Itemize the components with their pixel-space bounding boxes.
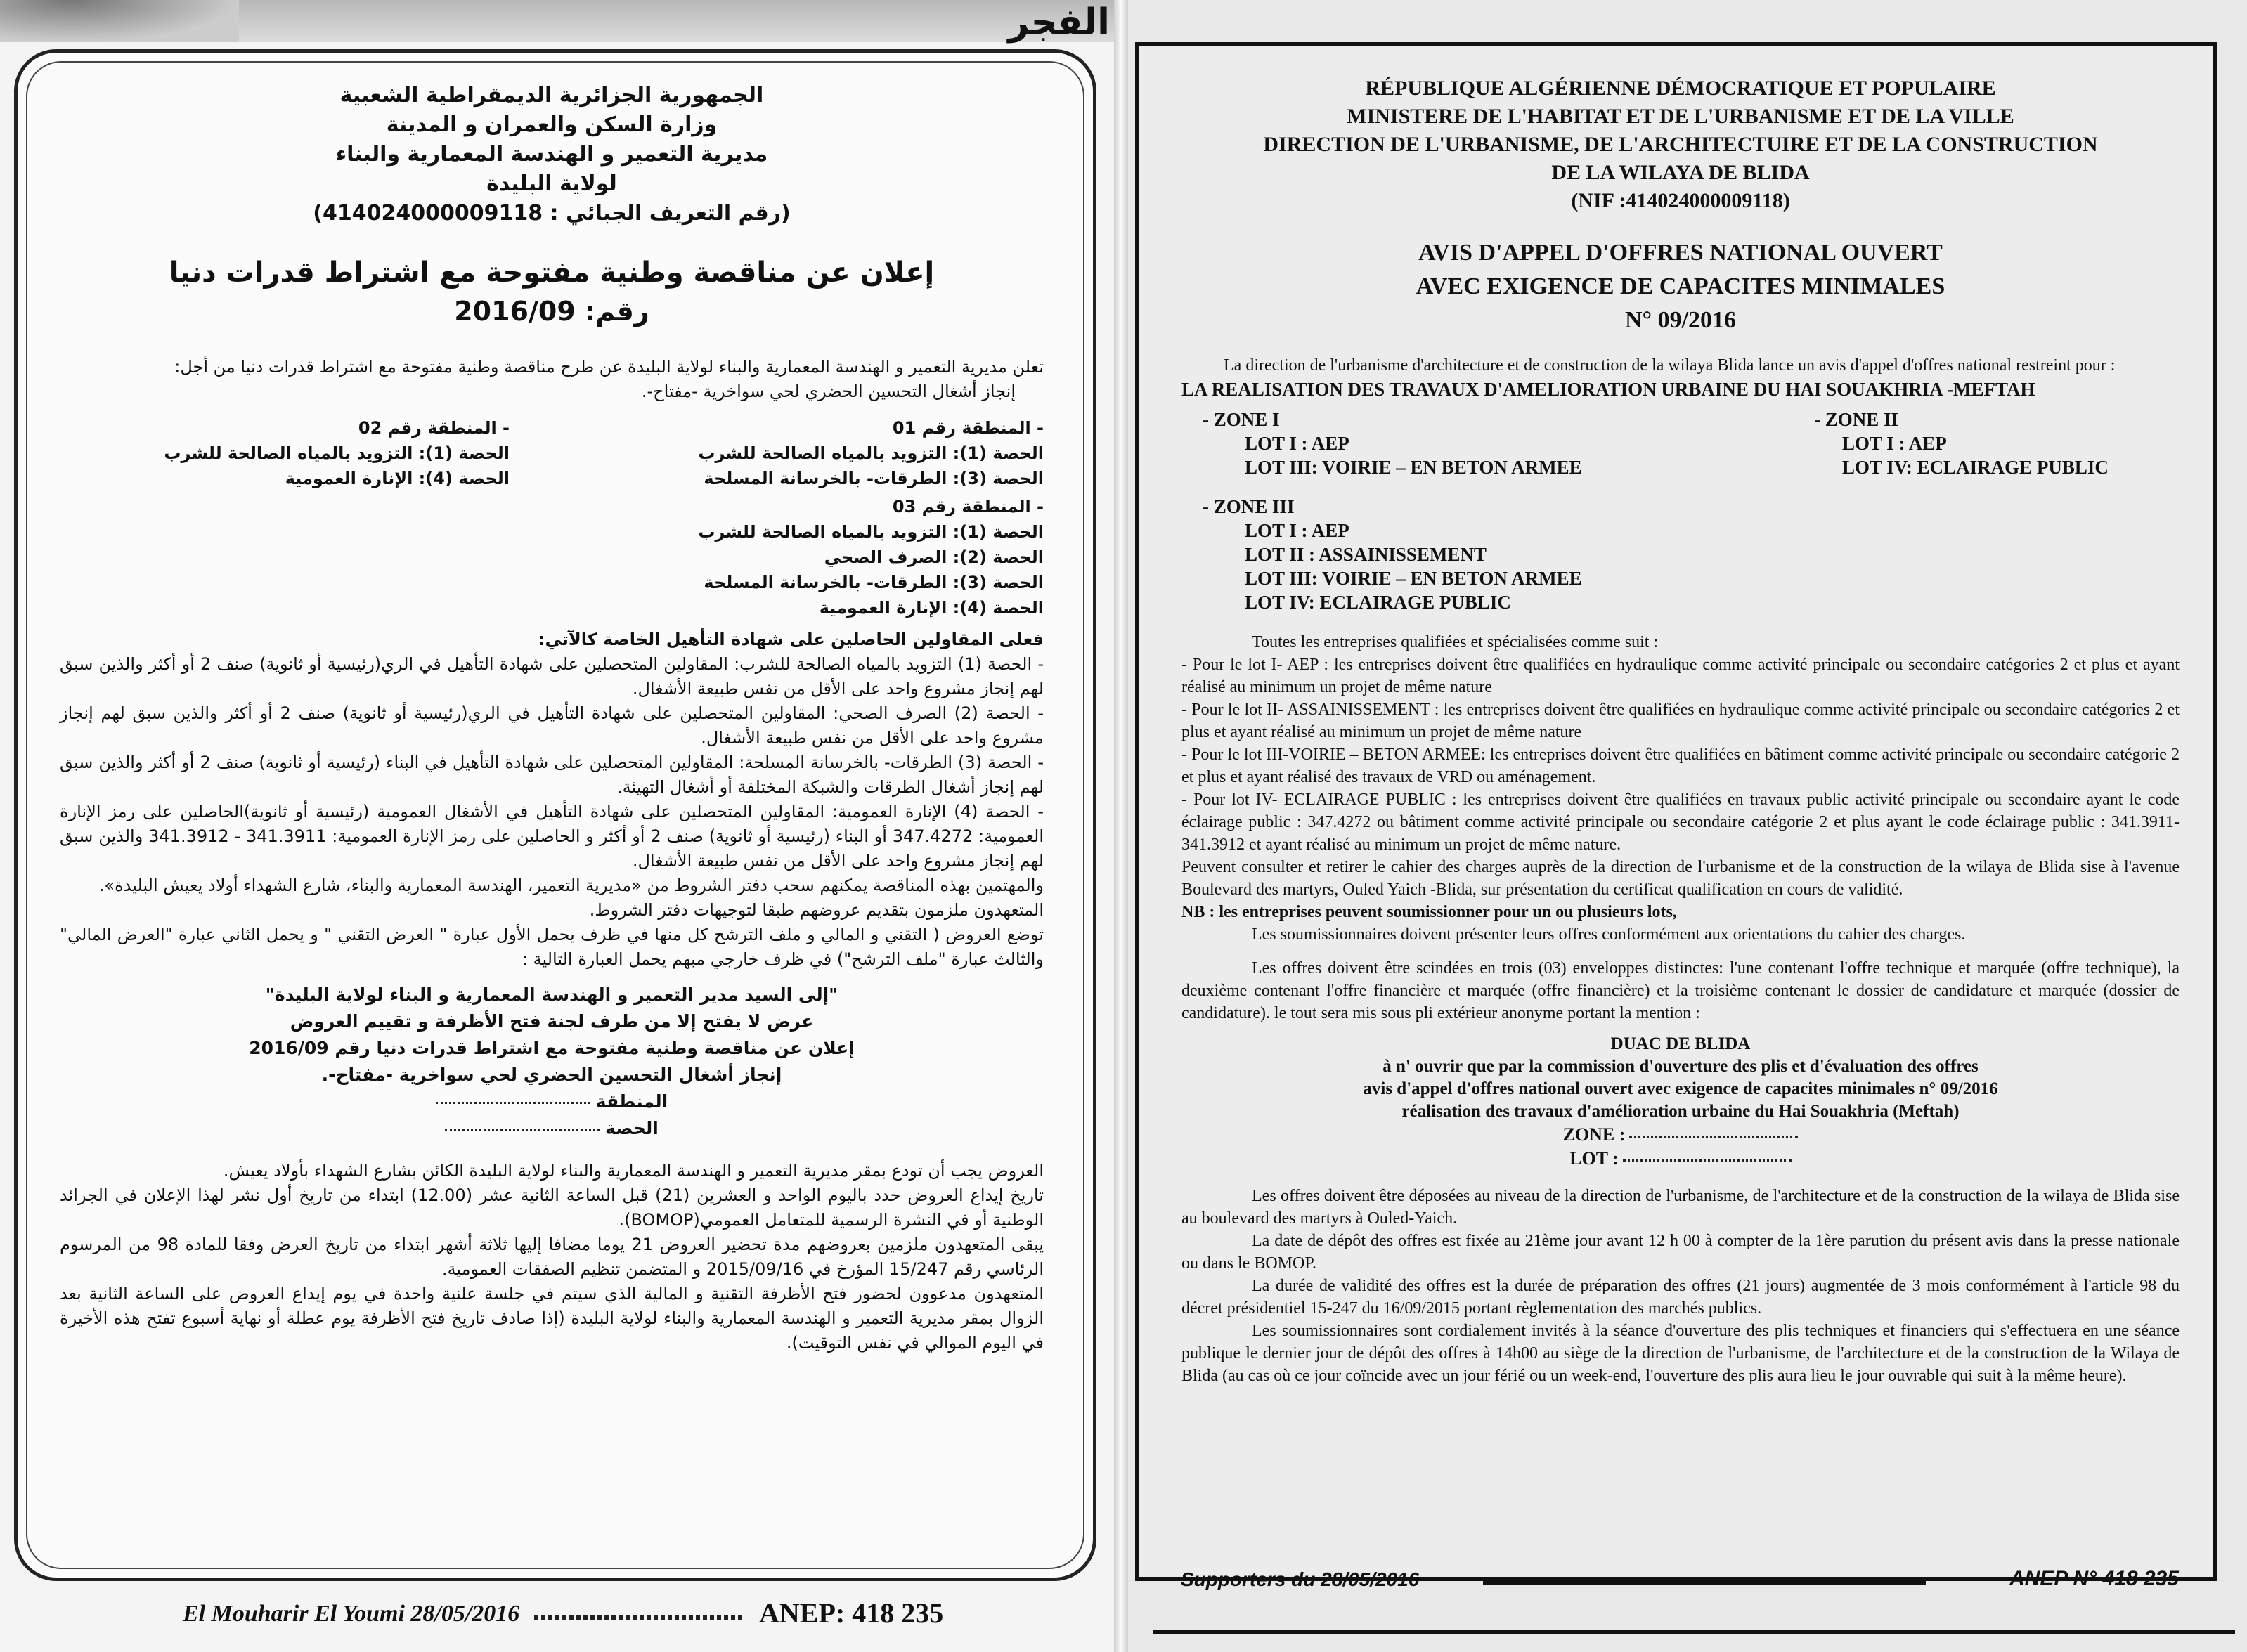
- fr-mention-line: à n' ouvrir que par la commission d'ouverture des plis et d'évaluation des offres: [1382, 1057, 1979, 1076]
- ar-envelope-zone: [60, 1088, 1044, 1115]
- arabic-intro: [60, 355, 1044, 404]
- arabic-zones-1-2: [60, 415, 1044, 491]
- ar-lot: الحصة (1): التزويد بالمياه الصالحة للشرب: [164, 443, 510, 463]
- ar-envelope-line: إعلان عن مناقصة وطنية مفتوحة مع اشتراط قدرات دنيا رقم 2016/09: [249, 1038, 855, 1058]
- fr-conform: Les soumissionnaires doivent présenter leurs offres conformément aux orientations du cahier des charges.: [1252, 925, 1966, 944]
- right-footer: [1181, 1567, 2179, 1595]
- french-notice-frame: [1135, 42, 2217, 1581]
- ar-qualification: - الحصة (3) الطرقات- بالخرسانة المسلحة: المقاولين المتحصلين على شهادة التأهيل في البناء (رئيسية أو ثانوية) صنف 2 أو أكثر والذين سبق لهم إنجاز أشغال الطرقات والشبكة المختلفة أو أشغال التهيئة.: [60, 753, 1044, 797]
- arabic-notice-frame: [14, 49, 1096, 1581]
- ar-envelope-line: "إلى السيد مدير التعمير و الهندسة المعمارية و البناء لولاية البليدة": [265, 984, 838, 1005]
- ar-lot: الحصة (3): الطرقات- بالخرسانة المسلحة: [704, 469, 1044, 488]
- ar-qualification: - الحصة (1) التزويد بالمياه الصالحة للشرب: المقاولين المتحصلين على شهادة التأهيل في الري(رئيسية أو ثانوية) صنف 2 أو أكثر والذين سبق لهم إنجاز مشروع واحد على الأقل من نفس طبيعة الأشغال.: [60, 654, 1044, 698]
- fr-envelopes: Les offres doivent être scindées en trois (03) enveloppes distinctes: l'une contenant l'offre technique et marquée (offre technique), la deuxième contenant l'offre financière et marquée (offre financière) et la troisième contenant le dossier de candidature et marquée (dossier de candidature). le tout sera mis sous pli extérieur anonyme portant la mention :: [1181, 959, 2180, 1022]
- ar-header-line: وزارة السكن والعمران و المدينة: [386, 112, 718, 137]
- masthead-strip: [0, 0, 1114, 42]
- arabic-qualifications: [60, 627, 1044, 873]
- ar-header-line: الجمهورية الجزائرية الديمقراطية الشعبية: [339, 83, 764, 108]
- ar-header-line: مديرية التعمير و الهندسة المعمارية والبناء: [335, 142, 768, 167]
- ar-closing-paragraph: العروض يجب أن تودع بمقر مديرية التعمير و الهندسة المعمارية والبناء لولاية البليدة الكائن بشارع الشهداء بأولاد يعيش.: [223, 1161, 1044, 1181]
- dotted-fill-line: [1629, 1136, 1798, 1138]
- ar-lot: الحصة (1): التزويد بالمياه الصالحة للشرب: [698, 443, 1044, 463]
- ar-envelope-zone-label: المنطقة: [595, 1091, 668, 1112]
- fr-closing: [1181, 1185, 2180, 1387]
- fr-project-title: LA REALISATION DES TRAVAUX D'AMELIORATION URBAINE DU HAI SOUAKHRIA -MEFTAH: [1181, 379, 2035, 400]
- ar-envelope-line: عرض لا يفتح إلا من طرف لجنة فتح الأظرفة و تقييم العروض: [290, 1011, 814, 1032]
- ar-envelope-line: إنجاز أشغال التحسين الحضري لحي سواخرية -مفتاح-.: [321, 1065, 782, 1085]
- fr-title-line: AVEC EXIGENCE DE CAPACITES MINIMALES: [1416, 273, 1945, 299]
- fr-zone-title: - ZONE I: [1203, 409, 1280, 430]
- left-footer-anep: ANEP: 418 235: [759, 1597, 944, 1629]
- masthead-photo-fragment: [0, 0, 239, 42]
- ar-zone-title: - المنطقة رقم 02: [358, 418, 510, 438]
- fr-lot: LOT IV: ECLAIRAGE PUBLIC: [1245, 592, 1511, 613]
- ar-lot: الحصة (1): التزويد بالمياه الصالحة للشرب: [698, 522, 1044, 542]
- ar-qual-intro: فعلى المقاولين الحاصلين على شهادة التأهيل الخاصة كالآتي:: [538, 630, 1044, 649]
- fr-mention-line: avis d'appel d'offres national ouvert avec exigence de capacites minimales n° 09/2016: [1363, 1079, 1998, 1098]
- ar-lot: الحصة (3): الطرقات- بالخرسانة المسلحة: [704, 573, 1044, 592]
- fr-qualifications: [1181, 631, 2180, 1025]
- fr-mention-lot-label: LOT :: [1569, 1148, 1619, 1169]
- fr-zone-2: [1814, 408, 2180, 479]
- ar-zone-title: - المنطقة رقم 03: [892, 497, 1044, 516]
- fr-lot: LOT I : AEP: [1245, 520, 1349, 541]
- ar-intro-line: إنجاز أشغال التحسين الحضري لحي سواخرية -مفتاح-.: [641, 382, 1016, 401]
- fr-lot: LOT III: VOIRIE – EN BETON ARMEE: [1245, 457, 1582, 478]
- fr-lot: LOT III: VOIRIE – EN BETON ARMEE: [1245, 568, 1582, 589]
- right-footer-anep: ANEP N° 418 235: [2009, 1567, 2179, 1590]
- arabic-newspaper-page: [0, 0, 1114, 1652]
- ar-lot: الحصة (2): الصرف الصحي: [824, 547, 1044, 567]
- fr-zone-title: - ZONE II: [1814, 409, 1899, 430]
- left-footer: [183, 1595, 956, 1630]
- arabic-notice-title: إعلان عن مناقصة وطنية مفتوحة مع اشتراط قدرات دنيا: [169, 256, 935, 289]
- ar-zone-title: - المنطقة رقم 01: [892, 418, 1044, 438]
- fr-retrait: Peuvent consulter et retirer le cahier des charges auprès de la direction de l'urbanisme et de la construction de la wilaya de Blida sise à l'avenue Boulevard des martyrs, Ouled Yaich -Blida, sur présentation du certificat qualification en cours de validité.: [1181, 858, 2180, 899]
- fr-header-line: DE LA WILAYA DE BLIDA: [1551, 161, 1810, 184]
- left-footer-rule: [534, 1615, 745, 1620]
- arabic-notice-number: رقم: 2016/09: [454, 296, 649, 327]
- fr-lot: LOT I : AEP: [1245, 433, 1349, 454]
- fr-nb: NB : les entreprises peuvent soumissionner pour un ou plusieurs lots,: [1181, 903, 1677, 921]
- fr-qual-intro: Toutes les entreprises qualifiées et spécialisées comme suit :: [1252, 633, 1659, 651]
- ar-header-line: لولاية البليدة: [486, 171, 617, 196]
- ar-body-paragraph: والمهتمين بهذه المناقصة يمكنهم سحب دفتر الشروط من «مديرية التعمير، الهندسة المعمارية والبناء، شارع الشهداء أولاد يعيش البليدة».: [98, 876, 1044, 895]
- fr-lot: LOT II : ASSAINISSEMENT: [1245, 544, 1487, 565]
- arabic-notice-content: [60, 81, 1044, 1355]
- ar-closing-paragraph: يبقى المتعهدون ملزمين بعروضهم مدة تحضير العروض 21 يوما مضافا إليها ثلاثة أشهر ابتداء من تاريخ العرض وفقا للمادة 98 من المرسوم الرئاسي رقم 15/247 المؤرخ في 2015/09/16 و المتضمن تنظيم الصفقات العمومية.: [60, 1235, 1044, 1279]
- fr-mention-zone: [1181, 1123, 2180, 1147]
- fr-mention-lot: [1181, 1147, 2180, 1171]
- fr-closing-paragraph: La durée de validité des offres est la durée de préparation des offres (21 jours) augmentée de 3 mois conformément à l'article 98 du décret présidentiel 15-247 du 16/09/2015 portant règlementation des marchés publics.: [1181, 1277, 2180, 1318]
- fr-mention-zone-label: ZONE :: [1562, 1124, 1626, 1145]
- arabic-envelope-mention: [60, 982, 1044, 1142]
- ar-zone-03: [594, 494, 1044, 620]
- ar-lot: الحصة (4): الإنارة العمومية: [819, 598, 1044, 618]
- fr-qualification: - Pour lot IV- ECLAIRAGE PUBLIC : les entreprises doivent être qualifiées en travaux public activité principale ou secondaire ayant le code éclairage public : 347.4272 ou bâtiment comme activité principale ou secondaire catégorie 2 et plus ayant le code éclairage public : 341.3911- 341.3912 et ayant réalisé au minimum un projet de même nature.: [1181, 791, 2180, 854]
- ar-lot: الحصة (4): الإنارة العمومية: [285, 469, 510, 488]
- ar-zone-02: [60, 415, 510, 491]
- left-footer-newspaper: El Mouharir El Youmi 28/05/2016: [183, 1601, 520, 1627]
- fr-lot: LOT IV: ECLAIRAGE PUBLIC: [1842, 457, 2109, 478]
- fr-qualification: - Pour le lot III-VOIRIE – BETON ARMEE: les entreprises doivent être qualifiées en bâtiment comme activité principale ou secondaire catégorie 2 et plus et ayant réalisé des travaux de VRD ou aménagement.: [1181, 746, 2180, 786]
- fr-closing-paragraph: Les soumissionnaires sont cordialement invités à la séance d'ouverture des plis techniques et financiers qui s'effectuera en une séance publique le dernier jour de dépôt des offres à 14h00 au siège de la direction de l'urbanisme, de l'architecture et de la construction de la Wilaya de Blida (au cas où ce jour coïncide avec un jour férié ou un week-end, l'ouverture des plis aura lieu le jour ouvrable qui suit à la même heure).: [1181, 1322, 2180, 1385]
- french-header: [1181, 74, 2180, 215]
- fr-header-line: RÉPUBLIQUE ALGÉRIENNE DÉMOCRATIQUE ET POPULAIRE: [1365, 77, 1996, 100]
- fr-zone-3: [1181, 495, 2180, 614]
- ar-closing-paragraph: تاريخ إيداع العروض حدد باليوم الواحد و العشرين (21) قبل الساعة الثانية عشر (12.00) ابتداء من تاريخ أول نشر لهذا الإعلان في الجرائد الوطنية أو في النشرة الرسمية للمتعامل العمومي(BOMOP).: [60, 1185, 1044, 1230]
- dotted-fill-line: [1623, 1159, 1792, 1162]
- ar-qualification: - الحصة (2) الصرف الصحي: المقاولين المتحصلين على شهادة التأهيل في الري(رئيسية أو ثانوية) صنف 2 أو أكثر والذين سبق لهم إنجاز مشروع واحد على الأقل من نفس طبيعة الأشغال.: [60, 703, 1044, 748]
- arabic-body: [60, 873, 1044, 972]
- ar-body-paragraph: المتعهدون ملزمون بتقديم عروضهم طبقا لتوجيهات دفتر الشروط.: [589, 900, 1044, 920]
- fr-title-line: AVIS D'APPEL D'OFFRES NATIONAL OUVERT: [1418, 240, 1943, 266]
- arabic-closing: [60, 1159, 1044, 1355]
- fr-closing-paragraph: La date de dépôt des offres est fixée au 21ème jour avant 12 h 00 à compter de la 1ère parution du présent avis dans la presse nationale ou dans le BOMOP.: [1181, 1232, 2180, 1273]
- fr-qualification: - Pour le lot II- ASSAINISSEMENT : les entreprises doivent être qualifiées en hydraulique comme activité principale ou secondaire catégories 2 et plus et ayant réalisé au minimum un projet de même nature: [1181, 701, 2180, 741]
- dotted-fill-line: [445, 1129, 600, 1131]
- arabic-header: [235, 81, 868, 228]
- ar-closing-paragraph: المتعهدون مدعوون لحضور فتح الأظرفة التقنية و المالية الذي سيتم في جلسة علنية واحدة في يوم إيداع العروض على الساعة الثانية بعد الزوال بمقر مديرية التعمير و الهندسة المعمارية والبناء لولاية البليدة (إذا صادف تاريخ فتح الأظرفة يوم عطلة أو نهاية أسبوع تفتح هذه الأخيرة في اليوم الموالي في نفس التوقيت).: [60, 1284, 1044, 1353]
- fr-zones-1-2: [1181, 408, 2180, 479]
- ar-body-paragraph: توضع العروض ( التقني و المالي و ملف الترشح كل منها في ظرف يحمل الأول عبارة " العرض التقني " و يحمل الثاني عبارة "العرض المالي" والثالث عبارة "ملف الترشح") في ظرف خارجي مبهم يحمل العبارة التالية :: [60, 925, 1044, 969]
- ar-intro-line: تعلن مديرية التعمير و الهندسة المعمارية والبناء لولاية البليدة عن طرح مناقصة وطنية مفتوحة مع اشتراط قدرات دنيا من أجل:: [174, 357, 1044, 377]
- ar-envelope-lot: [60, 1115, 1044, 1142]
- right-footer-newspaper: Supporters du 28/05/2016: [1181, 1568, 1420, 1590]
- french-newspaper-page: [1128, 0, 2247, 1652]
- page-gutter: [1114, 0, 1128, 1652]
- right-footer-rule: [1483, 1580, 1926, 1585]
- fr-zone-title: - ZONE III: [1203, 496, 1295, 517]
- dotted-fill-line: [436, 1102, 590, 1104]
- ar-qualification: - الحصة (4) الإنارة العمومية: المقاولين المتحصلين على شهادة التأهيل في الأشغال العمومية (رئيسية أو ثانوية)الحاصلين على رمز الإنارة العمومية: 347.4272 أو البناء (رئيسية أو ثانوية) صنف 2 أو أكثر و الحاصلين على رمز الإنارة العمومية: 341.3911 - 341.3912 والذين سبق لهم إنجاز مشروع واحد على الأقل من نفس طبيعة الأشغال.: [60, 802, 1044, 871]
- fr-header-line: DIRECTION DE L'URBANISME, DE L'ARCHITECTUIRE ET DE LA CONSTRUCTION: [1263, 133, 2098, 156]
- fr-mention-line: réalisation des travaux d'amélioration urbaine du Hai Souakhria (Meftah): [1401, 1102, 1960, 1121]
- fr-header-line: MINISTERE DE L'HABITAT ET DE L'URBANISME ET DE LA VILLE: [1347, 105, 2014, 128]
- fr-mention-line: DUAC DE BLIDA: [1610, 1034, 1751, 1053]
- fr-intro: La direction de l'urbanisme d'architecture et de construction de la wilaya Blida lance un avis d'appel d'offres national restreint pour :: [1224, 356, 2116, 375]
- fr-mention: [1181, 1033, 2180, 1171]
- fr-title-number: N° 09/2016: [1624, 307, 1737, 333]
- fr-lot: LOT I : AEP: [1842, 433, 1947, 454]
- masthead-title: الفجر: [1008, 1, 1110, 44]
- french-title-block: [1181, 236, 2180, 337]
- fr-zone-1: [1181, 408, 1582, 479]
- fr-qualification: - Pour le lot I- AEP : les entreprises doivent être qualifiées en hydraulique comme activité principale ou secondaire catégories 2 et plus et ayant réalisé au minimum un projet de même nature: [1181, 656, 2180, 696]
- ar-zone-01: [594, 415, 1044, 491]
- fr-header-line: (NIF :414024000009118): [1571, 189, 1790, 212]
- fr-closing-paragraph: Les offres doivent être déposées au niveau de la direction de l'urbanisme, de l'architecture et de la construction de la wilaya de Blida sise au boulevard des martyrs à Ouled-Yaich.: [1181, 1187, 2180, 1228]
- bottom-page-rule: [1153, 1630, 2235, 1634]
- ar-envelope-lot-label: الحصة: [605, 1118, 659, 1138]
- ar-header-line: (رقم التعريف الجبائي : 414024000009118): [313, 201, 791, 226]
- french-notice-content: [1181, 74, 2180, 1387]
